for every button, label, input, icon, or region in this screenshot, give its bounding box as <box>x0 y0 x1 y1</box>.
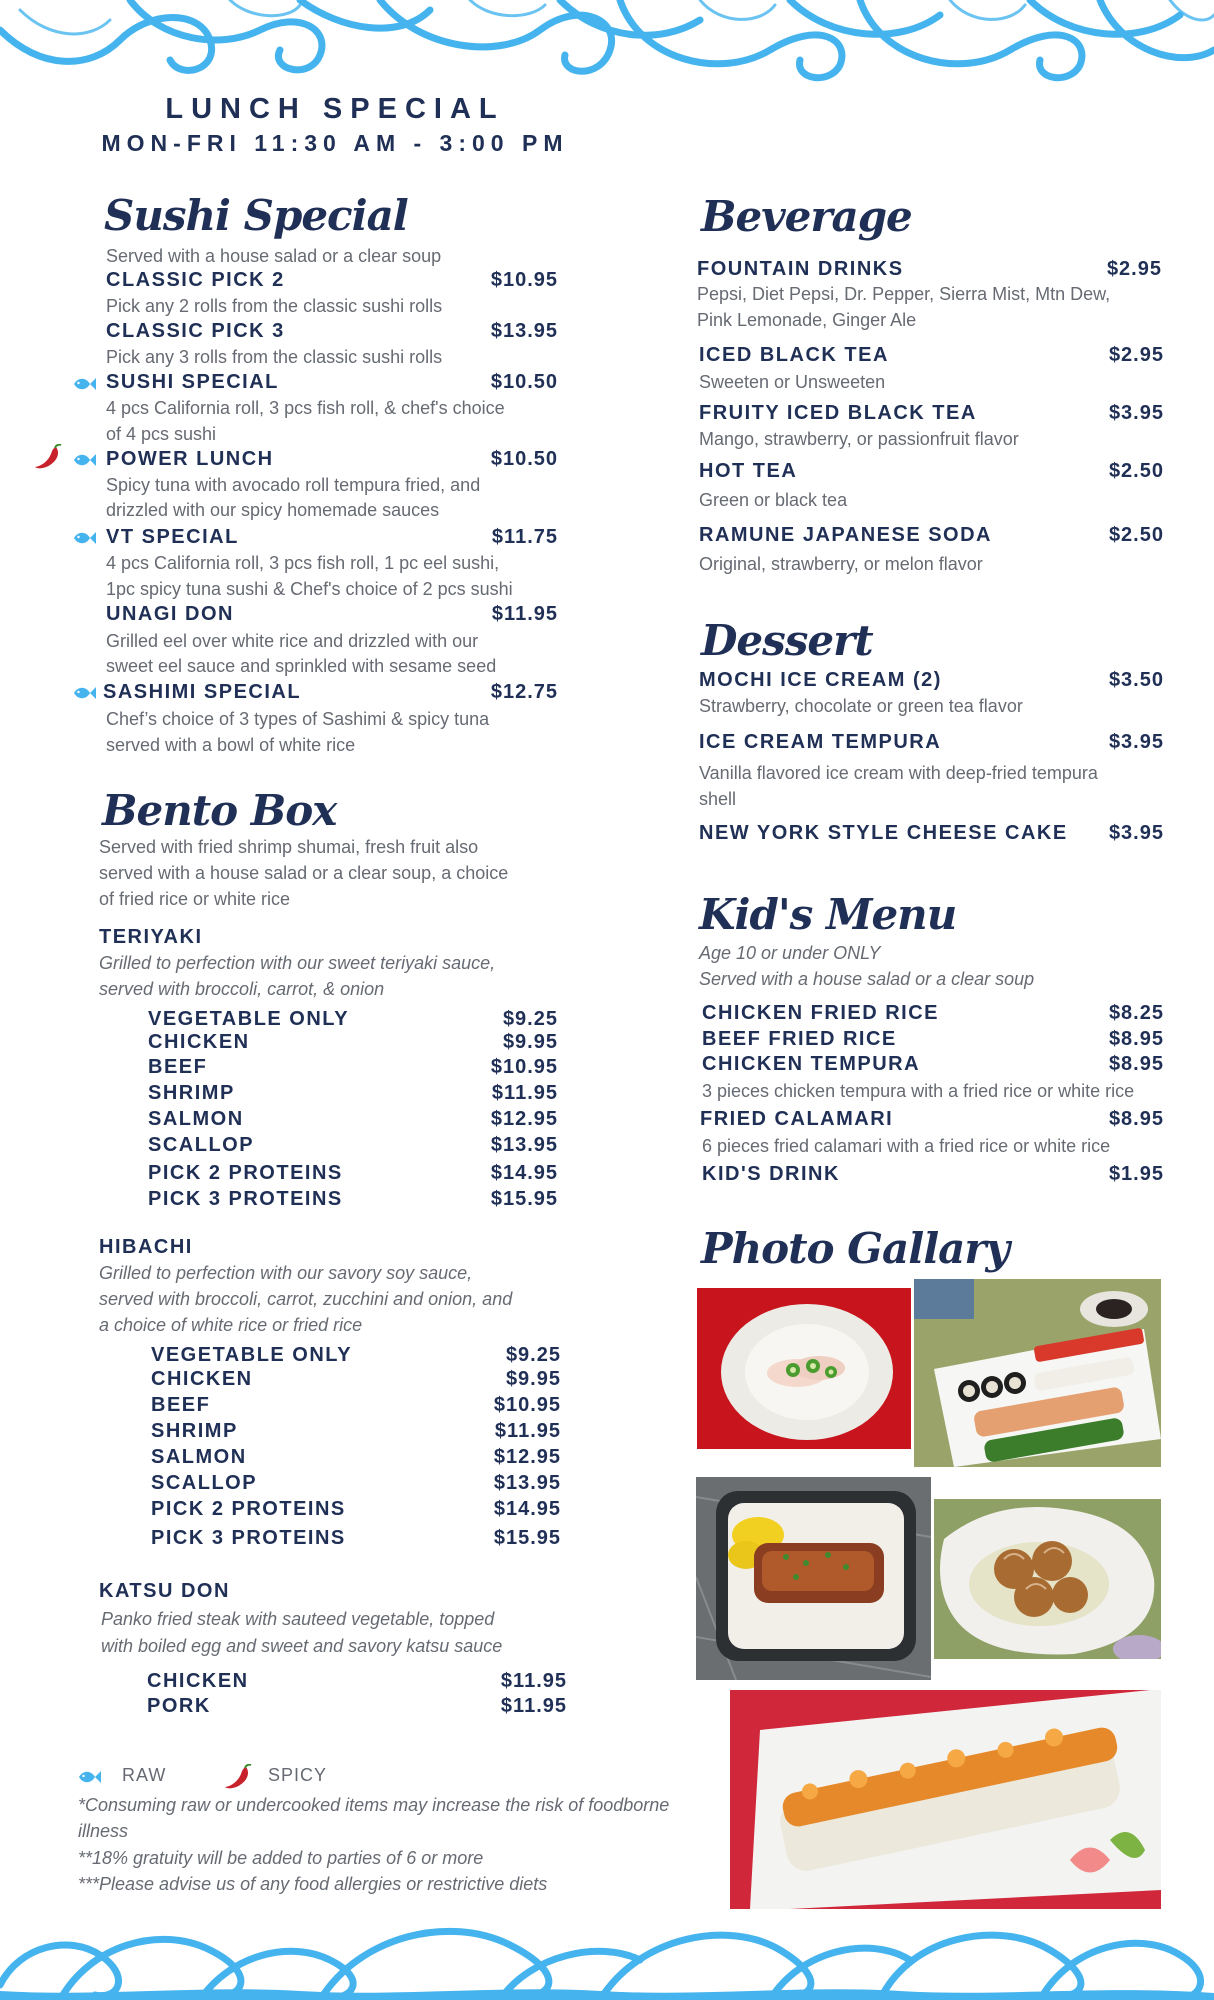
kids-menu-item <box>700 1107 1164 1131</box>
item-name: FRIED CALAMARI <box>700 1108 894 1130</box>
option-name: SCALLOP <box>151 1472 258 1494</box>
item-description: Pepsi, Diet Pepsi, Dr. Pepper, Sierra Mist, Mtn Dew, <box>697 284 1111 304</box>
item-description: Sweeten or Unsweeten <box>699 372 886 392</box>
option-price: $14.95 <box>493 1498 561 1520</box>
kids-menu-item <box>702 1162 1164 1186</box>
hibachi-option <box>151 1526 561 1550</box>
item-price: $12.75 <box>490 681 558 703</box>
hibachi-heading: HIBACHI <box>99 1236 193 1258</box>
item-name: RAMUNE JAPANESE SODA <box>699 524 992 546</box>
option-name: CHICKEN <box>147 1670 249 1692</box>
footnote-raw-warning-cont: illness <box>78 1821 129 1841</box>
option-price: $13.95 <box>493 1472 561 1494</box>
item-description: Pick any 3 rolls from the classic sushi rolls <box>106 347 443 367</box>
raw-fish-icon <box>77 1769 101 1785</box>
option-name: BEEF <box>148 1056 208 1078</box>
hibachi-option <box>151 1393 561 1417</box>
teriyaki-description: Grilled to perfection with our sweet teriyaki sauce, <box>99 953 496 973</box>
menu-item-new-york-cheese-cake <box>699 821 1164 845</box>
section-title-sushi-special: Sushi Special <box>104 191 408 240</box>
item-description: 3 pieces chicken tempura with a fried rice or white rice <box>702 1081 1135 1101</box>
photo-unagi-don <box>696 1477 931 1680</box>
menu-item-hot-tea <box>699 459 1164 483</box>
item-description: of 4 pcs sushi <box>106 424 217 444</box>
item-name: FRUITY ICED BLACK TEA <box>699 402 977 424</box>
top-wave-decoration <box>0 0 1214 95</box>
option-name: CHICKEN <box>148 1031 250 1053</box>
item-price: $2.50 <box>1108 524 1164 546</box>
option-price: $14.95 <box>490 1162 558 1184</box>
item-price: $11.75 <box>491 526 558 548</box>
item-price: $3.95 <box>1108 731 1164 753</box>
option-price: $12.95 <box>490 1108 558 1130</box>
option-price: $10.95 <box>493 1394 561 1416</box>
item-price: $8.95 <box>1108 1053 1164 1075</box>
item-name: ICED BLACK TEA <box>699 344 889 366</box>
item-price: $8.95 <box>1108 1028 1164 1050</box>
lunch-hours: MON-FRI 11:30 AM - 3:00 PM <box>101 130 569 156</box>
option-name: VEGETABLE ONLY <box>151 1344 353 1366</box>
option-name: SALMON <box>151 1446 247 1468</box>
option-name: PICK 3 PROTEINS <box>148 1188 343 1210</box>
menu-item-iced-black-tea <box>699 343 1164 367</box>
teriyaki-option <box>148 1161 558 1185</box>
bento-intro-line-3: of fried rice or white rice <box>99 889 291 909</box>
item-price: $10.50 <box>490 371 558 393</box>
item-description: Mango, strawberry, or passionfruit flavor <box>699 429 1019 449</box>
item-price: $1.95 <box>1108 1163 1164 1185</box>
option-price: $9.25 <box>505 1344 561 1366</box>
teriyaki-option <box>148 1007 558 1031</box>
option-price: $12.95 <box>493 1446 561 1468</box>
item-description: 4 pcs California roll, 3 pcs fish roll, & chef's choice <box>106 398 505 418</box>
raw-fish-icon <box>72 530 96 546</box>
option-price: $11.95 <box>494 1420 561 1442</box>
footnote-raw-warning: *Consuming raw or undercooked items may increase the risk of foodborne <box>78 1795 670 1815</box>
item-name: SUSHI SPECIAL <box>106 371 279 393</box>
item-price: $2.95 <box>1108 344 1164 366</box>
item-description: Pink Lemonade, Ginger Ale <box>697 310 917 330</box>
hibachi-option <box>151 1367 561 1391</box>
item-description: Pick any 2 rolls from the classic sushi rolls <box>106 296 443 316</box>
raw-fish-icon <box>72 685 96 701</box>
photo-sushi-platter <box>914 1279 1161 1467</box>
option-price: $10.95 <box>490 1056 558 1078</box>
item-name: CLASSIC PICK 3 <box>106 320 285 342</box>
item-price: $2.50 <box>1108 460 1164 482</box>
option-name: PICK 2 PROTEINS <box>148 1162 343 1184</box>
teriyaki-option <box>148 1133 558 1157</box>
option-name: PICK 2 PROTEINS <box>151 1498 346 1520</box>
menu-item-power-lunch <box>106 447 558 471</box>
item-description: sweet eel sauce and sprinkled with sesame seed <box>106 656 497 676</box>
item-name: UNAGI DON <box>106 603 234 625</box>
item-description: Spicy tuna with avocado roll tempura fried, and <box>106 475 481 495</box>
item-description: 6 pieces fried calamari with a fried rice or white rice <box>702 1136 1111 1156</box>
menu-item-classic-pick-3 <box>106 319 558 343</box>
katsu-don-option <box>147 1694 567 1718</box>
katsu-don-heading: KATSU DON <box>99 1580 230 1602</box>
teriyaki-option <box>148 1030 558 1054</box>
item-description: Strawberry, chocolate or green tea flavor <box>699 696 1023 716</box>
page-title: LUNCH SPECIAL <box>165 93 505 125</box>
item-price: $10.95 <box>490 269 558 291</box>
katsu-don-description: with boiled egg and sweet and savory katsu sauce <box>101 1636 503 1656</box>
legend-spicy-label: SPICY <box>268 1765 328 1785</box>
item-description: shell <box>699 789 737 809</box>
option-price: $11.95 <box>491 1082 558 1104</box>
item-price: $10.50 <box>490 448 558 470</box>
item-description: drizzled with our spicy homemade sauces <box>106 500 440 520</box>
option-price: $13.95 <box>490 1134 558 1156</box>
menu-item-sashimi-special <box>103 680 558 704</box>
footnote-gratuity: **18% gratuity will be added to parties of 6 or more <box>78 1848 484 1868</box>
kids-menu-age-note: Age 10 or under ONLY <box>699 943 881 963</box>
spicy-chili-icon <box>34 444 62 470</box>
option-name: PICK 3 PROTEINS <box>151 1527 346 1549</box>
section-title-kids-menu: Kid's Menu <box>699 890 957 939</box>
option-price: $9.25 <box>502 1008 558 1030</box>
option-name: VEGETABLE ONLY <box>148 1008 350 1030</box>
hibachi-option <box>151 1445 561 1469</box>
hibachi-option <box>151 1497 561 1521</box>
photo-takoyaki <box>934 1499 1161 1659</box>
option-name: SCALLOP <box>148 1134 255 1156</box>
teriyaki-option <box>148 1081 558 1105</box>
menu-item-ramune-japanese-soda <box>699 523 1164 547</box>
item-name: CHICKEN FRIED RICE <box>702 1002 940 1024</box>
item-name: BEEF FRIED RICE <box>702 1028 897 1050</box>
option-name: SALMON <box>148 1108 244 1130</box>
teriyaki-option <box>148 1187 558 1211</box>
footnote-allergies: ***Please advise us of any food allergies or restrictive diets <box>78 1874 548 1894</box>
item-description: Vanilla flavored ice cream with deep-fried tempura <box>699 763 1098 783</box>
item-name: HOT TEA <box>699 460 798 482</box>
hibachi-option <box>151 1471 561 1495</box>
teriyaki-option <box>148 1055 558 1079</box>
raw-fish-icon <box>72 452 96 468</box>
option-name: CHICKEN <box>151 1368 253 1390</box>
item-price: $3.95 <box>1108 822 1164 844</box>
option-price: $11.95 <box>500 1670 567 1692</box>
section-title-beverage: Beverage <box>701 192 912 241</box>
option-price: $9.95 <box>502 1031 558 1053</box>
kids-menu-item <box>702 1001 1164 1025</box>
item-description: Grilled eel over white rice and drizzled with our <box>106 631 479 651</box>
item-name: VT SPECIAL <box>106 526 239 548</box>
option-price: $11.95 <box>500 1695 567 1717</box>
item-name: MOCHI ICE CREAM (2) <box>699 669 942 691</box>
option-name: SHRIMP <box>148 1082 235 1104</box>
section-title-photo-gallery: Photo Gallary <box>701 1224 1009 1273</box>
item-description: 1pc spicy tuna sushi & Chef's choice of 2 pcs sushi <box>106 579 513 599</box>
bottom-wave-decoration <box>0 1905 1214 2000</box>
teriyaki-option <box>148 1107 558 1131</box>
option-price: $15.95 <box>493 1527 561 1549</box>
item-price: $11.95 <box>491 603 558 625</box>
section-title-bento-box: Bento Box <box>102 786 337 835</box>
bento-intro-line-2: served with a house salad or a clear soup, a choice <box>99 863 509 883</box>
spicy-chili-icon <box>224 1764 252 1790</box>
hibachi-description: served with broccoli, carrot, zucchini and onion, and <box>99 1289 513 1309</box>
option-name: SHRIMP <box>151 1420 238 1442</box>
hibachi-description: Grilled to perfection with our savory soy sauce, <box>99 1263 473 1283</box>
option-price: $9.95 <box>505 1368 561 1390</box>
option-price: $15.95 <box>490 1188 558 1210</box>
item-price: $8.25 <box>1108 1002 1164 1024</box>
section-title-dessert: Dessert <box>701 616 873 665</box>
option-name: BEEF <box>151 1394 211 1416</box>
item-price: $3.95 <box>1108 402 1164 424</box>
item-description: 4 pcs California roll, 3 pcs fish roll, 1 pc eel sushi, <box>106 553 500 573</box>
photo-sashimi-plate <box>697 1288 911 1449</box>
item-price: $13.95 <box>490 320 558 342</box>
sushi-special-intro: Served with a house salad or a clear soup <box>106 246 442 266</box>
menu-item-ice-cream-tempura <box>699 730 1164 754</box>
option-name: PORK <box>147 1695 211 1717</box>
legend-raw-label: RAW <box>122 1765 167 1785</box>
item-price: $8.95 <box>1108 1108 1164 1130</box>
photo-specialty-roll <box>730 1690 1161 1909</box>
item-name: NEW YORK STYLE CHEESE CAKE <box>699 822 1068 844</box>
item-name: CHICKEN TEMPURA <box>702 1053 921 1075</box>
item-name: CLASSIC PICK 2 <box>106 269 285 291</box>
menu-item-unagi-don <box>106 602 558 626</box>
item-description: Chef’s choice of 3 types of Sashimi & spicy tuna <box>106 709 490 729</box>
katsu-don-option <box>147 1669 567 1693</box>
item-name: ICE CREAM TEMPURA <box>699 731 942 753</box>
item-name: KID'S DRINK <box>702 1163 840 1185</box>
katsu-don-description: Panko fried steak with sauteed vegetable, topped <box>101 1609 495 1629</box>
item-name: SASHIMI SPECIAL <box>103 681 302 703</box>
menu-item-sushi-special <box>106 370 558 394</box>
menu-item-mochi-ice-cream <box>699 668 1164 692</box>
item-price: $2.95 <box>1106 258 1162 280</box>
item-price: $3.50 <box>1108 669 1164 691</box>
bento-intro-line-1: Served with fried shrimp shumai, fresh fruit also <box>99 837 479 857</box>
menu-item-fountain-drinks <box>697 257 1162 281</box>
hibachi-option <box>151 1419 561 1443</box>
item-description: Original, strawberry, or melon flavor <box>699 554 983 574</box>
hibachi-option <box>151 1343 561 1367</box>
menu-item-fruity-iced-black-tea <box>699 401 1164 425</box>
menu-item-vt-special <box>106 525 558 549</box>
item-name: POWER LUNCH <box>106 448 274 470</box>
teriyaki-description: served with broccoli, carrot, & onion <box>99 979 385 999</box>
raw-fish-icon <box>72 376 96 392</box>
kids-menu-item <box>702 1027 1164 1051</box>
hibachi-description: a choice of white rice or fried rice <box>99 1315 363 1335</box>
kids-menu-item <box>702 1052 1164 1076</box>
menu-item-classic-pick-2 <box>106 268 558 292</box>
teriyaki-heading: TERIYAKI <box>99 926 203 948</box>
kids-menu-side-note: Served with a house salad or a clear soup <box>699 969 1035 989</box>
item-description: served with a bowl of white rice <box>106 735 356 755</box>
item-description: Green or black tea <box>699 490 848 510</box>
item-name: FOUNTAIN DRINKS <box>697 258 904 280</box>
